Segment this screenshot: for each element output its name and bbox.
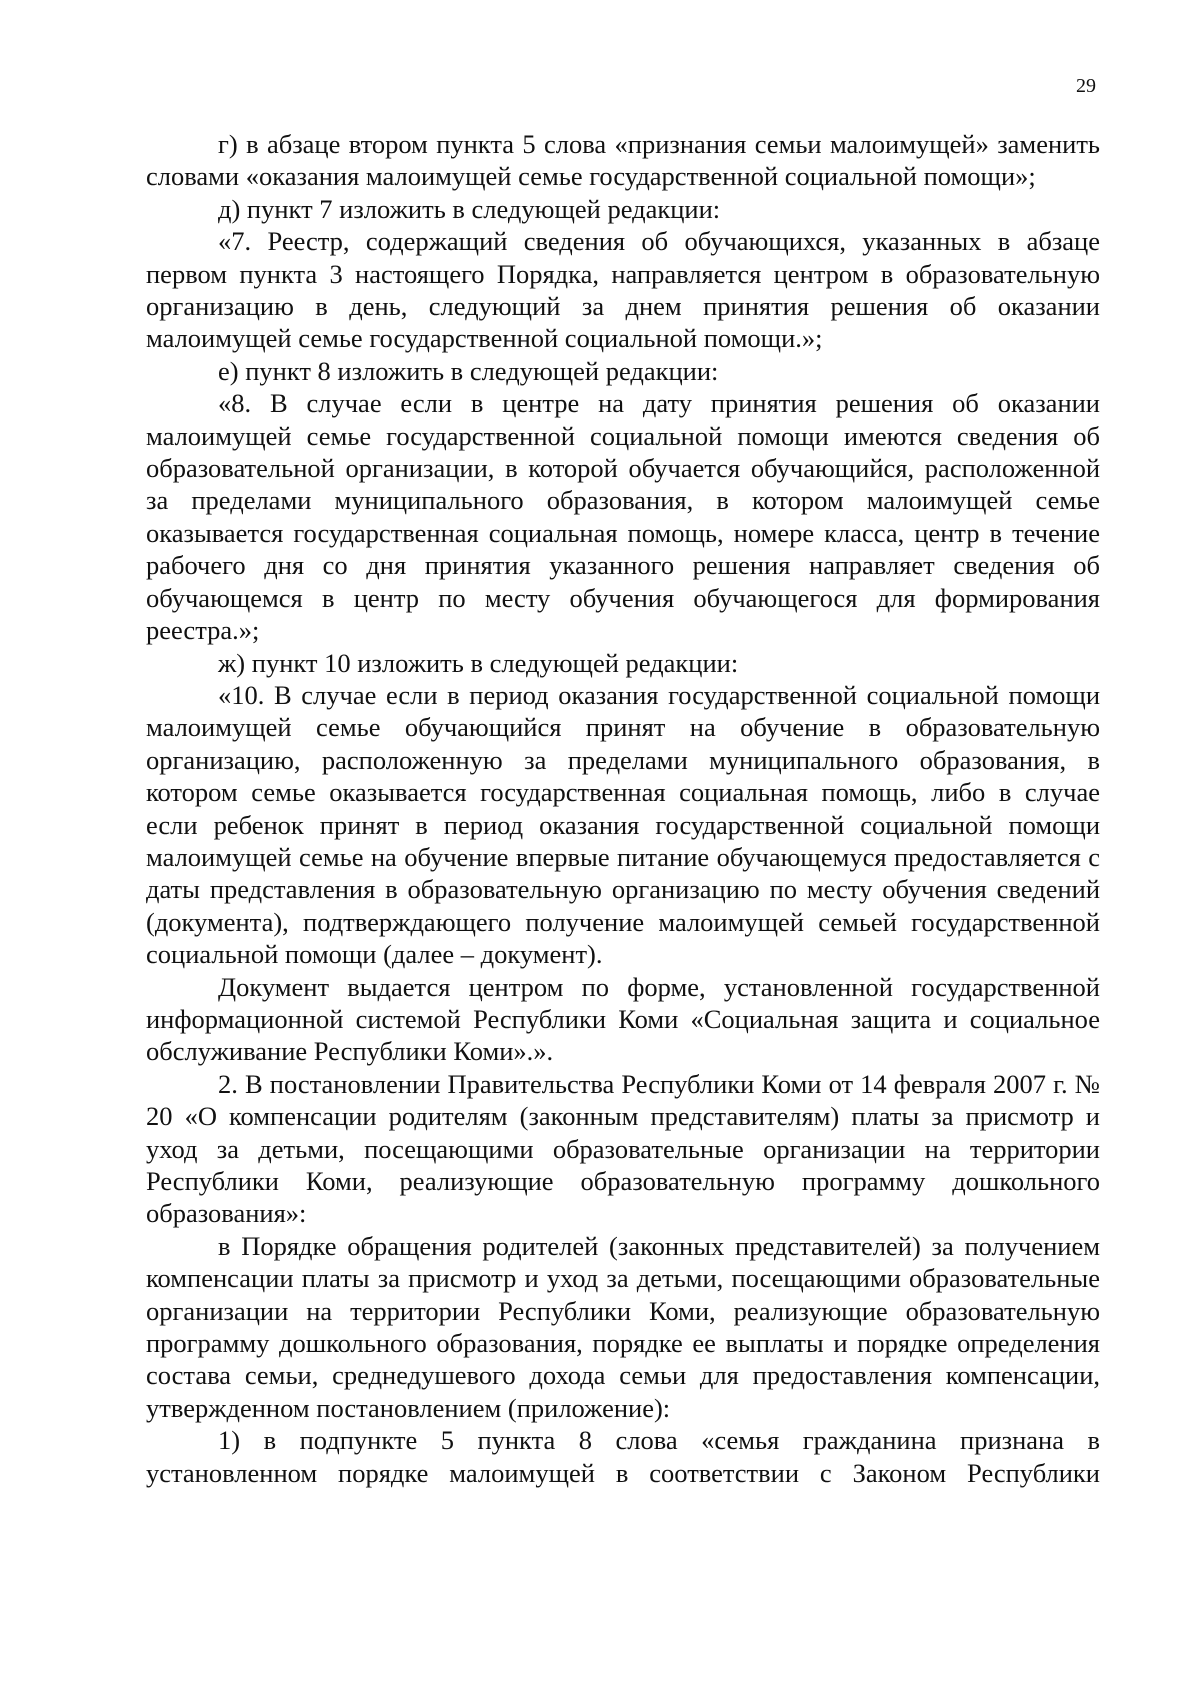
paragraph-item-e: е) пункт 8 изложить в следующей редакции: — [218, 355, 719, 386]
paragraph-item-d: д) пункт 7 изложить в следующей редакции: — [218, 193, 721, 224]
paragraph-clause-10: «10. В случае если в период оказания государственной социальной помощи малоимущей семье обучающийся принят на обучение в образовательную организацию, расположенную за пределами муниципального образования, в котором семье оказывается государственная социальная помощь, либо в случае если ребенок принят в период оказания государственной социальной помощи малоимущей семье на обучение впервые питание обучающемуся предоставляется с даты представления в образовательную организацию по месту обучения сведений (документа), подтверждающего получение малоимущей семьей государственной социальной помощи (далее – документ). — [146, 679, 1100, 970]
page-number: 29 — [1076, 75, 1096, 97]
paragraph-procedure: в Порядке обращения родителей (законных представителей) за получением компенсации платы за присмотр и уход за детьми, посещающими образовательные организации на территории Республики Коми, реализующие образовательную программу дошкольного образования, порядке ее выплаты и порядке определения состава семьи, среднедушевого дохода семьи для предоставления компенсации, утвержденном постановлением (приложение): — [146, 1230, 1100, 1423]
paragraph-section-2: 2. В постановлении Правительства Республики Коми от 14 февраля 2007 г. № 20 «О компенсации родителям (законным представителям) платы за присмотр и уход за детьми, посещающими образовательные организации на территории Республики Коми, реализующие образовательную программу дошкольного образования»: — [146, 1068, 1100, 1229]
document-body — [146, 128, 1100, 1489]
paragraph-clause-8: «8. В случае если в центре на дату принятия решения об оказании малоимущей семье государственной социальной помощи имеются сведения об образовательной организации, в которой обучается обучающийся, расположенной за пределами муниципального образования, в котором малоимущей семье оказывается государственная социальная помощь, номере класса, центр в течение рабочего дня со дня принятия указанного решения направляет сведения об обучающемся в центр по месту обучения обучающегося для формирования реестра.»; — [146, 388, 1100, 646]
paragraph-clause-7: «7. Реестр, содержащий сведения об обучающихся, указанных в абзаце первом пункта 3 настоящего Порядка, направляется центром в образовательную организацию в день, следующий за днем принятия решения об оказании малоимущей семье государственной социальной помощи.»; — [146, 226, 1100, 354]
paragraph-item-g: г) в абзаце втором пункта 5 слова «признания семьи малоимущей» заменить словами «оказания малоимущей семье государственной социальной помощи»; — [146, 129, 1100, 192]
paragraph-item-zh: ж) пункт 10 изложить в следующей редакции: — [218, 647, 739, 678]
paragraph-subclause-1: 1) в подпункте 5 пункта 8 слова «семья гражданина признана в установленном порядке малоимущей в соответствии с Законом Республики — [146, 1425, 1100, 1488]
paragraph-document-issued: Документ выдается центром по форме, установленной государственной информационной системой Республики Коми «Социальная защита и социальное обслуживание Республики Коми».». — [146, 971, 1100, 1067]
